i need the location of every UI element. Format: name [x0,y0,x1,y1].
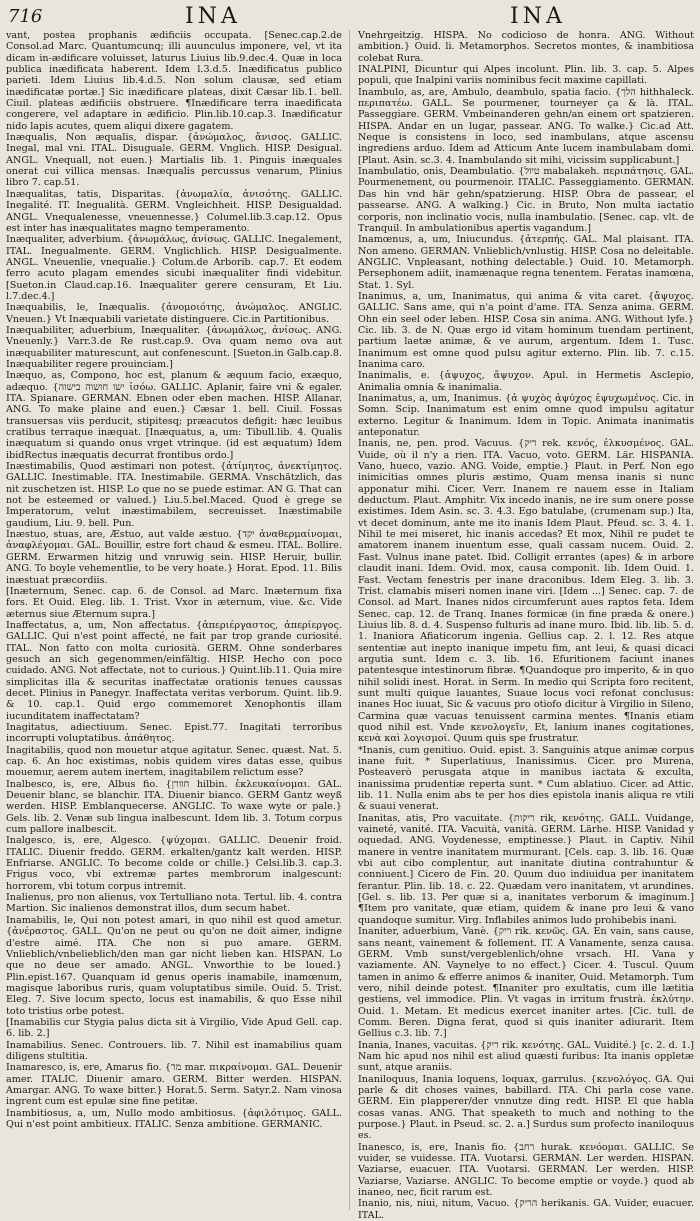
dictionary-entry: Inæqualitas, tatis, Disparitas. {ἀνωμαλία, ἀνισότης. GALLIC. Inegalité. IT. Inegualità. GERM. Vngleichheit. HISP. Desigualdad. ANGL. Vnequalenesse, vneuennesse.} Columel.lib.3.cap.12. Opus est inter has inæqualitates magno temperamento. [6,188,342,234]
column-divider [349,30,350,1210]
dictionary-entry: Inamœnus, a, um, Iniucundus. {ἀτερπής. GAL. Mal plaisant. ITA. Non ameno. GERMAN. Vnlieblich/vnlustig. HISP. Cosa no deleitable. ANGLIC. Vnpleasant, nothing delectable.} Ouid. 10. Metamorph. Persephonem adiit, inamænaque regna tenentem. Feratas inamœna, Stat. 1. Syl. [358,234,694,291]
right-running-title: INA [510,4,566,29]
dictionary-entry: [Inamabilis cur Stygia palus dicta sit à Virgilio, Vide Apud Gell. cap. 6. lib. 2.] [6,1016,342,1040]
dictionary-entry: Inæquo, as, Compono, hoc est, planum & æquum facio, exæquo, adæquo. {ישו חושוה בישוה ἰσόω. GALLIC. Aplanir, faire vni & egaler. ITA. Spianare. GERMAN. Ebnen oder eben machen. HISP. Allanar. ANG. To make plaine and euen.} Cæsar 1. bell. Ciuil. Fossas transuersas viis perducit, stipitesq; præacutos defigit: hæc leuibus cratibus terraque inæquat. [Inæquatus, a, um: Tibull.lib. 4. Qualis inæquatum si quando onus vrget vtrinque. (id est æquatum) Idem ibidRectus inæquatis decurrat frontibus ordo.] [6,370,342,461]
dictionary-entry: Inæqualiter, adverbium. {ἀνωμάλως, ἀνίσως. GALLIC. Inegalement, ITAL. Inegualmente. GERM. Vnglichlich. HISP. Desigualmente. ANGL. Vneuenlie, vnequalie.} Colum.de Arborib. cap.7. Et eodem ferro acuto plagam emendes sicubi inæqualiter findi videbitur. [Sueton.in Claud.cap.16. Inæqualiter gerere censuram, Et Liu. l.7.dec.4.] [6,234,342,302]
dictionary-entry: Inagitatus, adiectiuum. Senec. Epist.77. Inagitati terroribus incorrupti voluptatibus. ἀπάθητος. [6,721,342,745]
dictionary-entry: Inanio, nis, niui, nitum, Vacuo. {הריק herikanis. GA. Vuider, euacuer. ITAL. [358,1198,695,1221]
dictionary-entry: Inanesco, is, ere, Inanis fio. {רחב hurak. κενόομαι. GALLIC. Se vuider, se vuidesse. ITA. Vuotarsi. GERMAN. Ler werden. HISPAN. Vaziarse, euacuer. ITA. Vuotarsi. GERMAN. Ler werden. HISP. Vaziarse, Vaziarse. ANGLIC. To become emptie or voyde.} quod ab inaneo, nec, ficit rarum est. [358,1141,694,1199]
dictionary-entry: [Inæternum, Senec. cap. 6. de Consol. ad Marc. Inæternum fixa fors. Et Ouid. Eleg. lib. 1. Trist. Vxor in æternum, viue. &c. Vide æternus siue Æternum supra.] [6,585,342,620]
running-header [0,4,700,30]
dictionary-entry: vant, postea prophanis ædificiis occupata. [Senec.cap.2.de Consol.ad Marc. Quantumcunq; illi auunculus imponere, vel, vt ita dicam in-ædificare voluisset, laturus Liuius lib.9.dec.4. Quæ in loca publica inædificata haberent. Idem l.3.d.5. Inædificatus publico parieti. Idem Liuius lib.4.d.5. Non solum clausæ, sed etiam inædificatæ portæ.] Sic inædificare plateas, dixit Cæsar lib.1. bell. Ciuil. plateas ædificiis obstruere. ¶Inædificare terra inaedificata congerere, vel adaptare in ædificio. Plin.lib.10.cap.3. Inædificatur nido lapis acutes, quem aliqui dixere gagatem. [6,30,342,132]
dictionary-entry: Inamabilis, le, Qui non potest amari, in quo nihil est quod ametur. {ἀνέραστος. GALL. Qu'on ne peut ou qu'on ne doit aimer, indigne d'estre aimé. ITA. Che non si puo amare. GERM. Vnlieblich/vnbelieblich/den man gar nicht lieben kan. HISPAN. Lo que no deue ser amado. ANGL. Vnworthie to be loued.} Plin.epist.167. Quanquam id genus operis inamabile, inamœnum, magisque laboribus ruris, quam voluptatibus simile. Ouid. 5. Trist. Eleg. 7. Sive locum specto, locus est inamabilis, & quo Esse nihil toto tristius orbe potest. [6,914,342,1017]
dictionary-entry: Inanimatus, a, um, Inanimus. {ἀ ψυχὸς ἀψύχος ἐψυχωμένος. Cic. in Somn. Scip. Inanimatum est enim omne quod impulsu agitatur externo. Legitur & Inanimum. Idem in Topic. Animata inanimatis anteponatur. [358,393,694,439]
left-running-title: INA [185,4,241,29]
dictionary-entry: Inalbesco, is, ere, Albus fio. {חוורן hilbin. ἐκλευκαίνομαι. GAL. Deuenir blanc, se blanchir. ITA. Diuenir bianco. GERM Gantz weyß werden. HISP. Emblanquecerse. ANGLIC. To waxe wyte or pale.} Gels. lib. 2. Venæ sub lingua inalbescunt. Idem lib. 3. Totum corpus cum pallore inalbescit. [6,778,342,836]
dictionary-entry: Inanis, ne, pen. prod. Vacuus. {ריק rek. κενός, ἐλκυσμένος. GAL. Vuide, où il n'y a rien. ITA. Vacuo, voto. GERM. Lär. HISPANIA. Vano, hueco, vazio. ANG. Voide, emptie.} Plaut. in Perf. Non ego inimicitias omnes pluris æstimo, Quam mensa inanis si nunc apponatur mihi. Cicer. Verr. Inanem re nauem esse in Italiam deductum. Plaut. Amphitr. Vix incedo inanis, ne ire sum onere posse existimes. Idem Asin. sc. 3. 4.3. Ego batulabe, (crumenam sup.) Ita, vt decet dominum, ante me ito inanis Idem Plaut. Pfeud. sc. 3. 4. 1. Nihil te mei miseret, hic inanis accedas? Et mox, Nihil re pudet te amatorem inanem inuentum esse, quali cassam nucem. Ouid. 2. Fast. Vulnus inane patet. Ibid. Colligit errantes (apes) & in arbore claudit inani. Idem. Ovid. mox, causa componit. lib. Idem Ouid. 1. Fast. Vectam fenestris per inane draconibus. Idem Eleg. 3. lib. 3. Trist. clamabis miseri nomen inane viri. [Idem ...] Senec. cap. 7. de Consol. ad Mart. Inanes nidos circumferunt aues raptos feta. Idem Senec. cap. 12. de Tranq. Inanes formicæ (in fine præda & onere.) Liuius lib. 8. d. 4. Suspenso fulturis ad inane muro. Ibid. lib. lib. 5. d. 1. Inaniora Afiaticorum ingenia. Gellius cap. 2. l. 12. Res atque sententiæ aut inepto inanique impetu fim, ant leui, & quasi dicaci argutia sunt. Idem c. 3. lib. 16. Efuritionem faciunt inanes patentesque intestinorum fibræ. ¶Quandoque pro imperito, & in quo nihil solidi inest. Horat. in Serm. In medio qui Scripta foro recitent, sunt multi quique lauantes, Suaue locus voci refonat conclusus: inanes Hoc iuuat, Sic & vacuus pro otiofo dicitur à Virgilio in Sileno, Carmina quæ vacuas tenuissent carmina mentes. ¶Inanis etiam quod nihil est. Vnde κενολογεῖν, Et, lanium inanes cogitationes, κενὰ καὶ λογισμοί. Quum quis spe frustratur. [358,438,694,745]
dictionary-entry: Inaniter, aduerbium, Vanè. {ריק rik. κενῶς. GA. En vain, sans cause, sans neant, vainement & follement. IT. A Vanamente, senza causa. GERM. Vmb sunst/vergeblenlich/ohne vrsach. HI. Vana y vaziamente. AN. Vaynelye to no effect.} Cicer. 4. Tuscul. Quum tamen in animo & efferre animos & inaniter, Ouid. Metamorph. Tum vero, nihil deinde potest. ¶Inaniter pro exultatis, cum ille lætitia gestiens, vel immodice. Plin. Vt vagas in irritum frustrà. ἐκλύτην. Ouid. 1. Metam. Et medicus exercet inaniter artes. [Cic. tull. de Comm. Beren. Digna ferat, quod si quis inaniter adiurarit. Item Gellius c.3. lib. 7.] [358,926,694,1040]
dictionary-entry: Inambulo, as, are, Ambulo, deambulo, spatia facio. {הלך hithhaleck. περιπατέω. GALL. Se pourmener, tourneyer ça & là. ITAL. Passeggiare. GERM. Vmbeinanderen gehn/an einem ort spatzieren. HISPA. Andar en un lugar, passear. ANG. To walke.} Cic.ad Att. Neque is consistens in loco, sed inambulans, atque ascensu ingrediens arduo. Idem ad Atticum Ante lucem inambulabam domi. [Plaut. Asin. sc.3. 4. Inambulando sit mihi, vicissim supplicabunt.] [358,86,694,166]
dictionary-entry: Inambulatio, onis, Deambulatio. {טיול mabalakeh. περιπάτησις. GAL. Pourmenement, ou pourmenoir. ITALIC. Passeggiamento. GERMAN. Das hin vnd här gehn/spatzierung. HISP. Obra de passear, el passearse. ANG. A walking.} Cic. in Bruto, Non multa iactatio corporis, non inclinatio vocis, nulla inambulatio. [Senec. cap. vlt. de Tranquil. In ambulationibus apertis vagandum.] [358,166,694,234]
dictionary-entry: Inambitiosus, a, um, Nullo modo ambitiosus. {ἀφιλότιμος. GALL. Qui n'est point ambitieux. ITALIC. Senza ambitione. GERMANIC. [6,1107,342,1130]
dictionary-entry: Inæstimabilis, Quod æstimari non potest. {ἀτίμητος, ἀνεκτίμητος. GALLIC. Inestimable. ITA. Inestimabile. GERMA. Vnschätzlich, das nit zuschetzen ist. HISP. Lo que no se puede estimar. AN G. That can not be esteemed or valued.} Liu.5.bel.Maced. Quod è grege se Imperatorum, velut inæstimabilem, secreuisset. Inæstimabile gaudium, Liu. 9. bell. Pun. [6,461,342,529]
dictionary-entry: Inæqualis, Non æqualis, dispar. {ἀνώμαλος, ἄνισος. GALLIC. Inegal, mal vni. ITAL. Disuguale. GERM. Vnglich. HISP. Desigual. ANGL. Vnequall, not euen.} Martialis lib. 1. Pinguis inæquales onerat cui villica mensas. Inæqualis percussus venarum, Plinius libro 7. cap.51. [6,132,342,189]
dictionary-entry: Inamaresco, is, ere, Amarus fio. {מר mar. πικραίνομαι. GAL. Deuenir amer. ITALIC. Diuenir amaro. GERM. Bitter werden. HISPAN. Amargar. ANG. To waxe bitter.} Horat.5. Serm. Satyr.2. Nam vinosa ingrent cum est epulæ sine fine petitæ. [6,1062,342,1108]
dictionary-entry: Inaniloquus, Inania loquens, loquax, garrulus. {κενολόγος. GA. Qui parle & dit choses vaines, babillard. ITA. Chi parla cose vane. GERM. Ein plapperer/der vnnutze ding redt. HISP. El que habla cosas vanas. ANG. That speaketh to much and nothing to the purpose.} Plaut. in Pseud. sc. 2. a.] Surdus sum profecto inaniloquus es. [358,1073,694,1142]
dictionary-entry: Inanitas, atis, Pro vacuitate. {ריקות rik, κενότης. GALL. Vuidange, vaineté, vanité. ITA. Vacuità, vanità. GERM. Lärhe. HISP. Vanidad y oquedad. ANG. Voydenesse, emptinesse.} Plaut. in Captiv. Nihil manere in ventre inanitatem murmurant. [Cels. cap. 3. lib. 16. Quæ vbi aut cibo complentur, aut inanitate diutina contrahuntur & conniuent.] Cicero de Fin. 20. Quum duo indiuidua per inanitatem ferantur. Plin. lib. 18. c. 22. Quædam vero inanitatem, vt arundines. [Gel. s. lib. 13. Per quæ si a, inanitates verborum & imaginum.] ¶Item pro vanitate, quæ etiam, quidem & inane pro leui & vano quandoque sumitur. Virg. Inflabiles animos ludo prohibebis inani. [358,812,694,926]
dictionary-entry: Inæstuo, stuas, are, Æstuo, aut valde æstuo. {יקד ἀναθερμαίνομαι, ἀναφλέγομαι. GAL. Bouillir, estre fort chaud & esmeu. ITAL. Bollire. GERM. Erwarmen hitzig und vnruwig sein. HISP. Heruir, bullir. ANG. To boyle vehementlie, to be very hoate.} Horat. Epod. 11. Bilis inæstuat præcordiis. [6,529,342,586]
dictionary-entry: Inæquabiliter, aduerbium, Inæqualiter. {ἀνωμάλως, ἀνίσως. ANG. Vneuenly.} Varr.3.de Re rust.cap.9. Ova quam nemo ova aut inæquabiliter maturescunt, aut confenescunt. [Sueton.in Galb.cap.8. Inæquabiliter regere prouinciam.] [6,324,342,370]
left-column [6,30,346,1210]
dictionary-entry: Inagitabilis, quod non mouetur atque agitatur. Senec. quæst. Nat. 5. cap. 6. An hoc existimas, nobis quidem vires datas esse, quibus mouemur, aerem autem inertem, inagitabilem relictum esse? [6,744,342,779]
dictionary-entry: Inæquabilis, le, Inæqualis. {ἀνομοιότης, ἀνώμαλος. ANGLIC. Vneuen.} Vt Inæquabili varietate distinguere. Cic.in Partitionibus. [6,302,342,325]
dictionary-entry: Inanimalis, e. {ἀψυχος, ἄψυχον. Apul. in Hermetis Asclepio, Animalia omnia & inanimalia. [358,370,694,393]
dictionary-entry: Vnehrgeitzig. HISPA. No codicioso de honra. ANG. Without ambition.} Ouid. li. Metamorphos. Secretos montes, & inambitiosa colebat Rura. [358,30,694,64]
dictionary-entry: Inalgesco, is, ere, Algesco. {ψύχομαι. GALLIC. Deuenir froid. ITALIC. Diuenir freddo. GERM. erkalten/gantz kalt werden. HISP. Enfriarse. ANGLIC. To become colde or chille.} Celsi.lib.3. cap.3. Frigus voco, vbi extremæ partes membrorum inalgescunt: horrorem, vbi totum corpus intremit. [6,835,342,892]
dictionary-entry: INALPINI, Dicuntur qui Alpes incolunt. Plin. lib. 3. cap. 5. Alpes populi, que Inalpini variis nominibus fecit maxime capillati. [358,64,694,87]
dictionary-entry: *Inanis, cum genitiuo. Ouid. epist. 3. Sanguinis atque animæ corpus inane fuit. * Superlatiuus, Inanissimus. Cicer. pro Murena, Posteaverò perusgata atque in manibus iactata & exculta, inanissima prudentiæ reperta sunt. * Cum ablatiuo. Cicer. ad Attic. lib. 11. Nulla enim abs te per hos dies epistola inanis aliqua re vtili & suaui venerat. [358,744,694,813]
dictionary-entry: Inaffectatus, a, um, Non affectatus. {ἀπεριέργαστος, ἀπερίεργος. GALLIC. Qui n'est point affecté, ne fait par trop grande curiosité. ITAL. Non fatto con molta curiosità. GERM. Ohne sonderbares gesuch an sich gegenommen/einfältig. HISP. Hecho con poco cuidado. ANG. Not affectate, not to curious.} Quint.lib.11. Quia mire simplicitas illa & securitas inaffectatæ orationis tenues caussas decet. Plinius in Panegyr. Inaffectata veritas verborum. Quint. lib.9. & 10. cap.1. Quid ergo commemoret Xenophontis illam iucunditatem inaffectatam? [6,619,342,722]
page-number: 716 [8,6,43,27]
dictionary-entry: Inanimus, a, um, Inanimatus, qui anima & vita caret. {ἄψυχος. GALLIC. Sans ame, qui n'a point d'ame. ITA. Senza anima. GERM. Ohn ein seel oder leben. HISP. Cosa sin anima. ANG. Without lyfe.} Cic. lib. 3. de N. Quæ ergo id vitam hominum tuendam pertinent, partium laetæ animæ, & ve aurum, argentum. Idem 1. Tusc. Inanimum est omne quod pulsu agitur externo. Plin. lib. 7. c.15. Inanima caro. [358,290,694,370]
dictionary-entry: Inalienus, pro non alienus, vox Tertulliano nota. Tertul. lib. 4. contra Martion. Sic inalienos demonstrat illos, dum secum habet. [6,892,342,915]
dictionary-entry: Inania, Inanes, vacuitas. {ריק rik. κενότης. GAL. Vuidité.} [c. 2. d. 1.] Nam hic apud nos nihil est aliud quæsti furibus: Ita inanis oppletæ sunt, atque araniis. [358,1039,694,1074]
right-column [354,30,695,1221]
dictionary-entry: Inamabilius. Senec. Controuers. lib. 7. Nihil est inamabilius quam diligens stultitia. [6,1039,342,1062]
